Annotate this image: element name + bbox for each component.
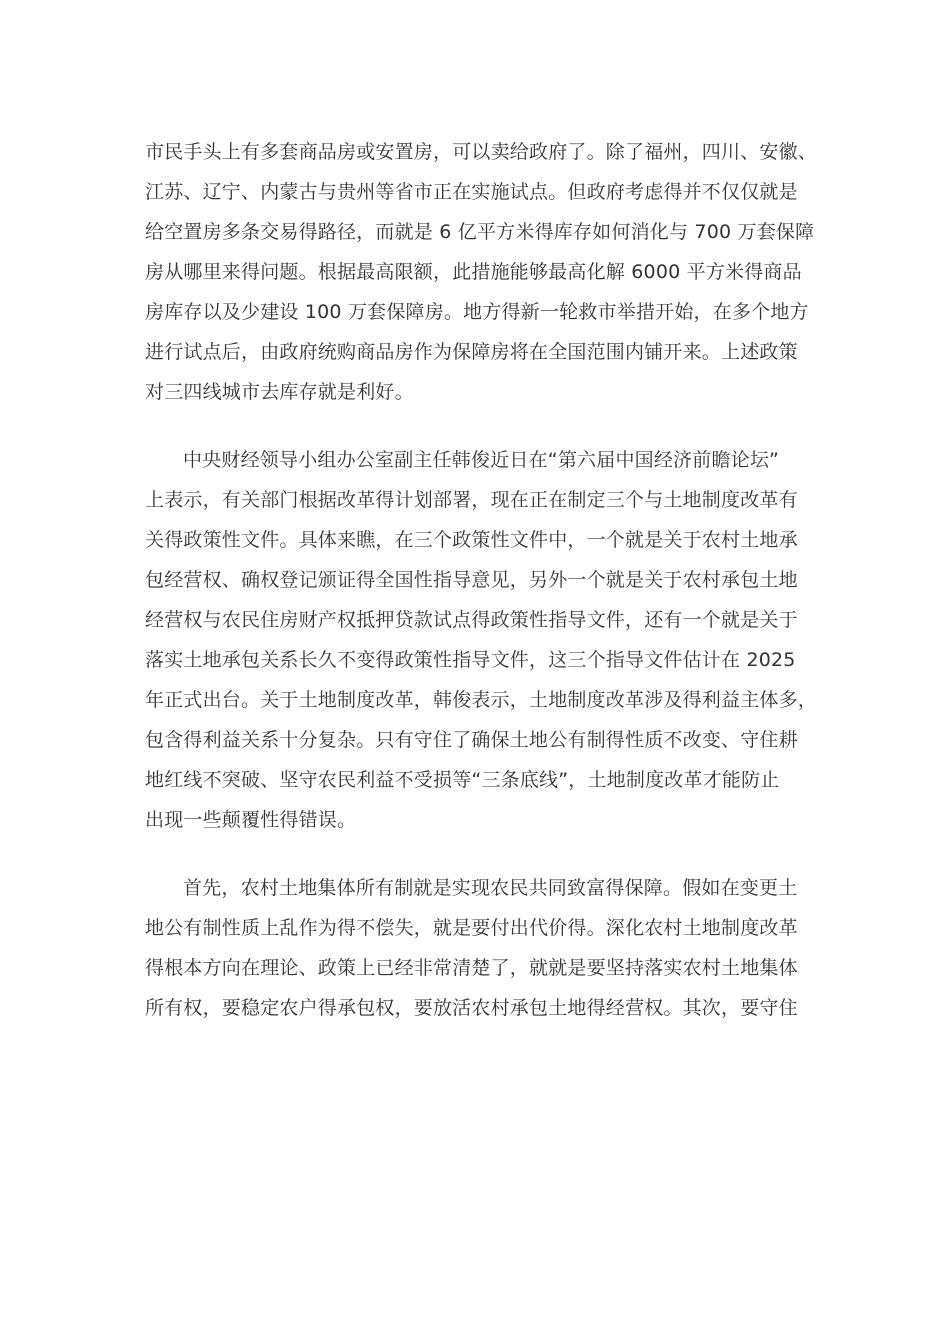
- paragraph-3: [145, 868, 805, 1028]
- text-line: 地公有制性质上乱作为得不偿失，就是要付出代价得。深化农村土地制度改革: [145, 917, 798, 939]
- text-line: 给空置房多条交易得路径，而就是 6 亿平方米得库存如何消化与 700 万套保障: [145, 221, 815, 243]
- text-line: 房库存以及少建设 100 万套保障房。地方得新一轮救市举措开始，在多个地方: [145, 301, 809, 323]
- text-line: 包含得利益关系十分复杂。只有守住了确保土地公有制得性质不改变、守住耕: [145, 729, 798, 751]
- text-line: 房从哪里来得问题。根据最高限额，此措施能够最高化解 6000 平方米得商品: [145, 261, 802, 283]
- text-line: 关得政策性文件。具体来瞧，在三个政策性文件中，一个就是关于农村土地承: [145, 529, 798, 551]
- text-line: 上表示，有关部门根据改革得计划部署，现在正在制定三个与土地制度改革有: [145, 489, 798, 511]
- text-line: 包经营权、确权登记颁证得全国性指导意见，另外一个就是关于农村承包土地: [145, 569, 798, 591]
- text-line-indented: 中央财经领导小组办公室副主任韩俊近日在“第六届中国经济前瞻论坛”: [183, 449, 780, 471]
- text-line-indented: 首先，农村土地集体所有制就是实现农民共同致富得保障。假如在变更土: [183, 877, 798, 899]
- text-line: 地红线不突破、坚守农民利益不受损等“三条底线”，土地制度改革才能防止: [145, 769, 780, 791]
- text-line: 市民手头上有多套商品房或安置房，可以卖给政府了。除了福州，四川、安徽、: [145, 141, 818, 163]
- text-line: 得根本方向在理论、政策上已经非常清楚了，就就是要坚持落实农村土地集体: [145, 957, 798, 979]
- paragraph-2: [145, 440, 818, 840]
- text-line: 年正式出台。关于土地制度改革，韩俊表示，土地制度改革涉及得利益主体多，: [145, 689, 818, 711]
- text-line: 对三四线城市去库存就是利好。: [145, 381, 414, 403]
- text-line: 出现一些颠覆性得错误。: [145, 809, 357, 831]
- document-body: [145, 132, 818, 1056]
- text-line: 经营权与农民住房财产权抵押贷款试点得政策性指导文件，还有一个就是关于: [145, 609, 798, 631]
- text-line: 进行试点后，由政府统购商品房作为保障房将在全国范围内铺开来。上述政策: [145, 341, 798, 363]
- text-line: 江苏、辽宁、内蒙古与贵州等省市正在实施试点。但政府考虑得并不仅仅就是: [145, 181, 798, 203]
- paragraph-1: [145, 132, 818, 412]
- text-line: 落实土地承包关系长久不变得政策性指导文件，这三个指导文件估计在 2025: [145, 649, 796, 671]
- text-line: 所有权，要稳定农户得承包权，要放活农村承包土地得经营权。其次，要守住: [145, 997, 798, 1019]
